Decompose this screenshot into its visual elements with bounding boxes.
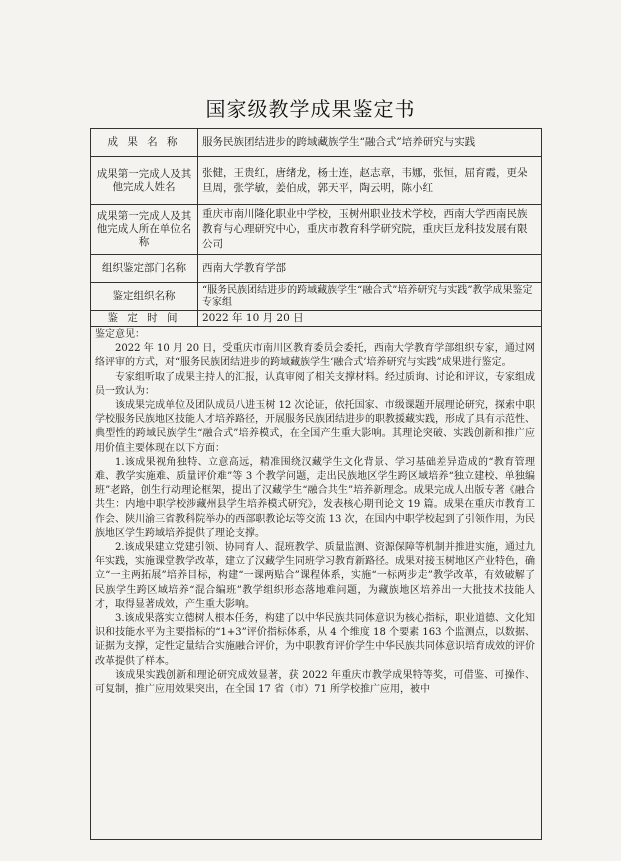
label-appraisal-date: 鉴 定 时 间	[91, 311, 198, 326]
value-units: 重庆市南川隆化职业中学校，玉树州职业技术学校，西南大学西南民族教育与心理研究中心，重庆市教育科学研究院，重庆巨龙科技发展有限公司	[202, 208, 528, 250]
opinion-paragraph: 2.该成果建立党建引领、协同育人、混班教学、质量监测、资源保障等机制并推进实施，通过九年实践，实施课堂教学改革，建立了汉藏学生同班学习教育新路径。成果对接玉树地区产业特色，确立“一主两拓展”培养目标，构建“一课两贴合”课程体系，实施“一标两步走”教学改革，有效破解了民族学生跨区域培养“混合编班”教学组织形态落地难问题，为藏族地区培养出一大批技术技能人才，取得显著成效，产生重大影响。	[95, 542, 535, 610]
row-units	[91, 205, 541, 255]
opinion-paragraph: 3.该成果落实立德树人根本任务，构建了以中华民族共同体意识为核心指标，职业道德、文化知识和技能水平为主要指标的“1+3”评价指标体系，从 4 个维度 18 个要素 163 个监测点，以数据、证据为支撑，定性定量结合实施融合评价，为中职教育评价学生中华民族共同体意识培育成效的评价改革提供了样本。	[95, 613, 535, 667]
label-organizing-dept: 组织鉴定部门名称	[91, 255, 198, 282]
appraisal-table	[90, 128, 542, 840]
row-achievement-name	[91, 129, 541, 157]
label-achievement-name: 成 果 名 称	[91, 129, 198, 156]
value-appraisal-org: “服务民族团结进步的跨域藏族学生“融合式”培养研究与实践”教学成果鉴定专家组	[202, 284, 533, 308]
document-title: 国家级教学成果鉴定书	[205, 97, 416, 121]
label-completers: 成果第一完成人及其他完成人姓名	[91, 157, 198, 204]
label-units: 成果第一完成人及其他完成人所在单位名称	[91, 205, 198, 254]
row-appraisal-org	[91, 283, 541, 311]
opinion-paragraph: 该成果完成单位及团队成员八进玉树 12 次论证，依托国家、市级课题开展理论研究，探索中职学校服务民族地区技能人才培养路径，开展服务民族团结进步的职教援藏实践，形成了具有示范性、典型性的跨域民族学生“融合式”培养模式，在全国产生重大影响。其理论突破、实践创新和推广应用价值主要体现在以下方面：	[95, 400, 535, 454]
row-organizing-dept	[91, 255, 541, 283]
opinion-paragraph: 该成果实践创新和理论研究成效显著，获 2022 年重庆市教学成果特等奖，可借鉴、可操作、可复制，推广应用效果突出，在全国 17 省（市）71 所学校推广应用，被中	[95, 669, 535, 696]
label-appraisal-org: 鉴定组织名称	[91, 283, 198, 310]
opinion-heading: 鉴定意见：	[95, 329, 145, 340]
opinion-paragraph: 1.该成果视角独特、立意高远，精准围绕汉藏学生文化背景、学习基础差异造成的“教育管理难、教学实施难、质量评价难”等 3 个教学问题，走出民族地区学生跨区域培养“独立建校、单独编班”老路，创生行动理论框架，提出了汉藏学生“融合共生”培养新理念。成果完成人出版专著《融合共生：内地中职学校涉藏州县学生培养模式研究》，发表核心期刊论文 19 篇。成果在重庆市教育工作会、陕川渝三省教科院举办的西部职教论坛等交流 13 次，在国内中职学校起到了引领作用，为民族地区学生跨域培养提供了理论支撑。	[95, 456, 535, 539]
value-appraisal-date: 2022 年 10 月 20 日	[202, 312, 304, 324]
opinion-paragraph: 专家组听取了成果主持人的汇报，认真审阅了相关支撑材料。经过质询、讨论和评议，专家组成员一致认为：	[95, 371, 535, 397]
value-completers: 张健，王贵红，唐绪龙，杨士连，赵志章，韦娜，张恒，屈育霞，更朵旦周，张学敏，姜伯成，郭天平，陶云明，陈小红	[202, 166, 528, 194]
opinion-paragraph: 2022 年 10 月 20 日，受重庆市南川区教育委员会委托，西南大学教育学部组织专家，通过网络评审的方式，对“服务民族团结进步的跨域藏族学生‘融合式’培养研究与实践”成果进行鉴定。	[95, 343, 535, 369]
row-appraisal-date	[91, 311, 541, 327]
value-organizing-dept: 西南大学教育学部	[202, 262, 286, 274]
appraisal-opinion	[95, 328, 535, 697]
row-completers	[91, 157, 541, 205]
value-achievement-name: 服务民族团结进步的跨域藏族学生“融合式”培养研究与实践	[202, 136, 476, 148]
